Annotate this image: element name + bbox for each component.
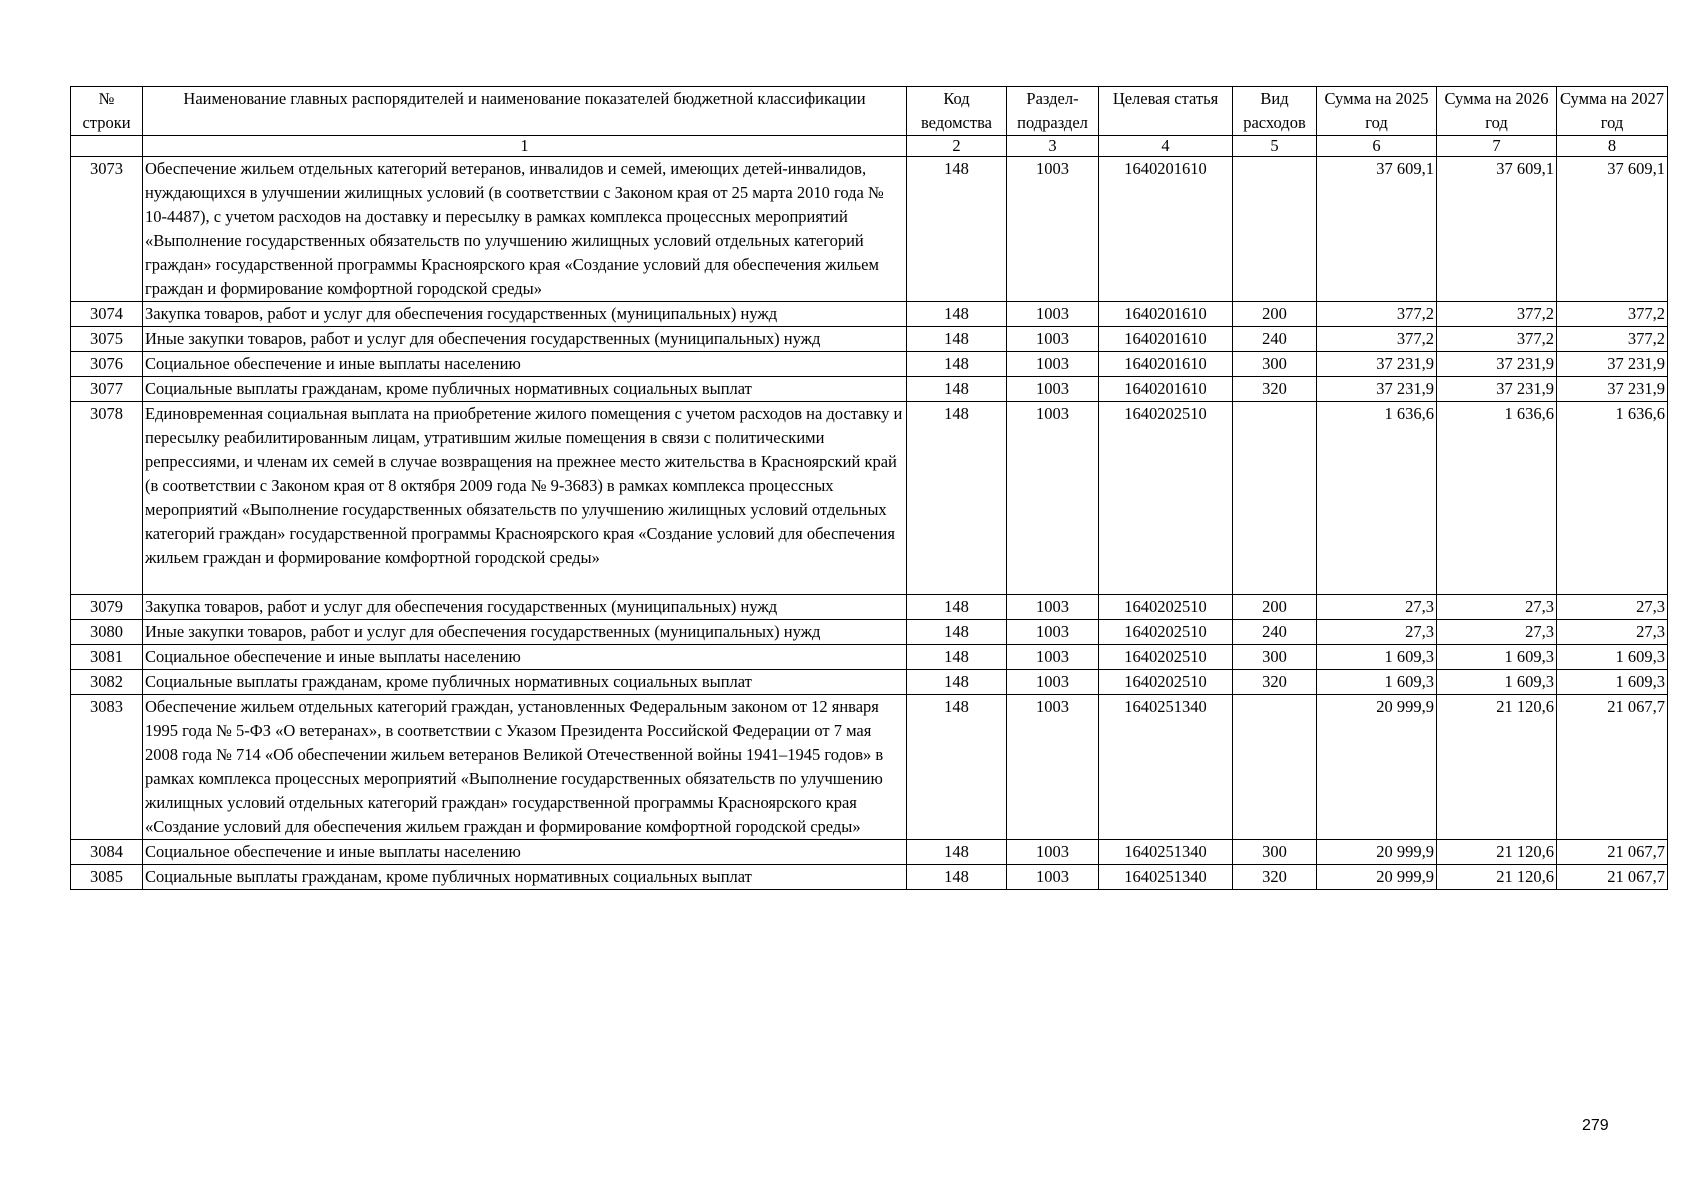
amount-2026-cell: 37 231,9 <box>1437 352 1557 377</box>
department-code-cell: 148 <box>907 840 1007 865</box>
row-name-cell: Единовременная социальная выплата на приобретение жилого помещения с учетом расходов на доставку и пересылку реабилитированным лицам, утратившим жилые помещения в связи с политическими репрессиями, и членам их семей в случае возвращения на прежнее место жительства в Красноярский край (в соответствии с Законом края от 8 октября 2009 года № 9-3683) в рамках комплекса процессных мероприятий «Выполнение государственных обязательств по улучшению жилищных условий отдельных категорий граждан» государственной программы Красноярского края «Создание условий для обеспечения жильем граждан и формирование комфортной городской среды» <box>143 402 907 595</box>
header-cell: Раздел-подраздел <box>1007 87 1099 136</box>
amount-2025-cell: 20 999,9 <box>1317 695 1437 840</box>
expense-type-cell <box>1233 157 1317 302</box>
section-cell: 1003 <box>1007 695 1099 840</box>
department-code-cell: 148 <box>907 620 1007 645</box>
section-cell: 1003 <box>1007 595 1099 620</box>
section-cell: 1003 <box>1007 402 1099 595</box>
table-row <box>71 645 1668 670</box>
column-number: 2 <box>907 136 1007 157</box>
row-number-cell: 3082 <box>71 670 143 695</box>
column-number: 1 <box>143 136 907 157</box>
amount-2025-cell: 377,2 <box>1317 302 1437 327</box>
table-row <box>71 620 1668 645</box>
amount-2026-cell: 1 609,3 <box>1437 645 1557 670</box>
amount-2025-cell: 27,3 <box>1317 595 1437 620</box>
header-cell: Наименование главных распорядителей и наименование показателей бюджетной классификации <box>143 87 907 136</box>
amount-2026-cell: 37 231,9 <box>1437 377 1557 402</box>
expense-type-cell: 320 <box>1233 377 1317 402</box>
row-number-cell: 3085 <box>71 865 143 890</box>
section-cell: 1003 <box>1007 377 1099 402</box>
table-row <box>71 302 1668 327</box>
amount-2027-cell: 21 067,7 <box>1557 695 1668 840</box>
amount-2025-cell: 20 999,9 <box>1317 865 1437 890</box>
department-code-cell: 148 <box>907 402 1007 595</box>
target-item-cell: 1640201610 <box>1099 377 1233 402</box>
row-name-cell: Социальное обеспечение и иные выплаты населению <box>143 840 907 865</box>
amount-2027-cell: 1 636,6 <box>1557 402 1668 595</box>
row-name-cell: Социальные выплаты гражданам, кроме публичных нормативных социальных выплат <box>143 377 907 402</box>
amount-2027-cell: 27,3 <box>1557 595 1668 620</box>
table-row <box>71 595 1668 620</box>
expense-type-cell: 240 <box>1233 327 1317 352</box>
department-code-cell: 148 <box>907 327 1007 352</box>
amount-2027-cell: 21 067,7 <box>1557 865 1668 890</box>
header-row <box>71 87 1668 136</box>
section-cell: 1003 <box>1007 865 1099 890</box>
expense-type-cell: 320 <box>1233 670 1317 695</box>
target-item-cell: 1640201610 <box>1099 302 1233 327</box>
amount-2027-cell: 27,3 <box>1557 620 1668 645</box>
row-number-cell: 3081 <box>71 645 143 670</box>
section-cell: 1003 <box>1007 352 1099 377</box>
table-row <box>71 377 1668 402</box>
row-number-cell: 3075 <box>71 327 143 352</box>
column-number: 5 <box>1233 136 1317 157</box>
row-number-cell: 3084 <box>71 840 143 865</box>
target-item-cell: 1640202510 <box>1099 645 1233 670</box>
column-number: 4 <box>1099 136 1233 157</box>
row-number-cell: 3080 <box>71 620 143 645</box>
expense-type-cell <box>1233 695 1317 840</box>
row-number-cell: 3078 <box>71 402 143 595</box>
amount-2025-cell: 37 609,1 <box>1317 157 1437 302</box>
header-cell: Сумма на 2025 год <box>1317 87 1437 136</box>
row-name-cell: Социальное обеспечение и иные выплаты населению <box>143 645 907 670</box>
section-cell: 1003 <box>1007 327 1099 352</box>
row-name-cell: Социальное обеспечение и иные выплаты населению <box>143 352 907 377</box>
department-code-cell: 148 <box>907 377 1007 402</box>
section-cell: 1003 <box>1007 840 1099 865</box>
amount-2026-cell: 1 609,3 <box>1437 670 1557 695</box>
amount-2027-cell: 377,2 <box>1557 327 1668 352</box>
table-row <box>71 670 1668 695</box>
budget-table <box>70 86 1668 890</box>
table-row <box>71 695 1668 840</box>
column-number: 3 <box>1007 136 1099 157</box>
table-row <box>71 402 1668 595</box>
amount-2025-cell: 20 999,9 <box>1317 840 1437 865</box>
expense-type-cell: 240 <box>1233 620 1317 645</box>
table-row <box>71 840 1668 865</box>
amount-2025-cell: 1 609,3 <box>1317 645 1437 670</box>
expense-type-cell <box>1233 402 1317 595</box>
section-cell: 1003 <box>1007 645 1099 670</box>
row-name-cell: Иные закупки товаров, работ и услуг для обеспечения государственных (муниципальных) нужд <box>143 620 907 645</box>
amount-2026-cell: 377,2 <box>1437 327 1557 352</box>
section-cell: 1003 <box>1007 670 1099 695</box>
amount-2027-cell: 37 231,9 <box>1557 352 1668 377</box>
amount-2026-cell: 1 636,6 <box>1437 402 1557 595</box>
header-cell: Вид расходов <box>1233 87 1317 136</box>
row-name-cell: Социальные выплаты гражданам, кроме публичных нормативных социальных выплат <box>143 670 907 695</box>
amount-2026-cell: 37 609,1 <box>1437 157 1557 302</box>
row-number-cell: 3077 <box>71 377 143 402</box>
amount-2025-cell: 1 609,3 <box>1317 670 1437 695</box>
amount-2025-cell: 27,3 <box>1317 620 1437 645</box>
target-item-cell: 1640251340 <box>1099 840 1233 865</box>
amount-2026-cell: 377,2 <box>1437 302 1557 327</box>
department-code-cell: 148 <box>907 595 1007 620</box>
target-item-cell: 1640201610 <box>1099 352 1233 377</box>
amount-2026-cell: 27,3 <box>1437 595 1557 620</box>
row-number-cell: 3079 <box>71 595 143 620</box>
table-row <box>71 327 1668 352</box>
target-item-cell: 1640251340 <box>1099 695 1233 840</box>
expense-type-cell: 300 <box>1233 352 1317 377</box>
department-code-cell: 148 <box>907 865 1007 890</box>
row-name-cell: Иные закупки товаров, работ и услуг для обеспечения государственных (муниципальных) нужд <box>143 327 907 352</box>
header-cell: № строки <box>71 87 143 136</box>
header-cell: Код ведомства <box>907 87 1007 136</box>
row-name-cell: Социальные выплаты гражданам, кроме публичных нормативных социальных выплат <box>143 865 907 890</box>
amount-2027-cell: 1 609,3 <box>1557 645 1668 670</box>
section-cell: 1003 <box>1007 302 1099 327</box>
amount-2025-cell: 37 231,9 <box>1317 377 1437 402</box>
table-body <box>71 157 1668 890</box>
amount-2025-cell: 377,2 <box>1317 327 1437 352</box>
header-cell: Сумма на 2027 год <box>1557 87 1668 136</box>
department-code-cell: 148 <box>907 302 1007 327</box>
header-cell: Сумма на 2026 год <box>1437 87 1557 136</box>
target-item-cell: 1640201610 <box>1099 327 1233 352</box>
amount-2025-cell: 37 231,9 <box>1317 352 1437 377</box>
amount-2026-cell: 21 120,6 <box>1437 865 1557 890</box>
row-name-cell: Закупка товаров, работ и услуг для обеспечения государственных (муниципальных) нужд <box>143 302 907 327</box>
column-number <box>71 136 143 157</box>
column-number-row <box>71 136 1668 157</box>
target-item-cell: 1640251340 <box>1099 865 1233 890</box>
row-number-cell: 3076 <box>71 352 143 377</box>
column-number: 7 <box>1437 136 1557 157</box>
row-number-cell: 3074 <box>71 302 143 327</box>
amount-2027-cell: 377,2 <box>1557 302 1668 327</box>
expense-type-cell: 200 <box>1233 595 1317 620</box>
department-code-cell: 148 <box>907 157 1007 302</box>
target-item-cell: 1640202510 <box>1099 595 1233 620</box>
amount-2026-cell: 21 120,6 <box>1437 695 1557 840</box>
table-row <box>71 865 1668 890</box>
row-number-cell: 3073 <box>71 157 143 302</box>
header-cell: Целевая статья <box>1099 87 1233 136</box>
department-code-cell: 148 <box>907 670 1007 695</box>
row-name-cell: Обеспечение жильем отдельных категорий ветеранов, инвалидов и семей, имеющих детей-инвалидов, нуждающихся в улучшении жилищных условий (в соответствии с Законом края от 25 марта 2010 года № 10-4487), с учетом расходов на доставку и пересылку в рамках комплекса процессных мероприятий «Выполнение государственных обязательств по улучшению жилищных условий отдельных категорий граждан» государственной программы Красноярского края «Создание условий для обеспечения жильем граждан и формирование комфортной городской среды» <box>143 157 907 302</box>
amount-2027-cell: 37 231,9 <box>1557 377 1668 402</box>
expense-type-cell: 300 <box>1233 840 1317 865</box>
department-code-cell: 148 <box>907 352 1007 377</box>
expense-type-cell: 320 <box>1233 865 1317 890</box>
table-row <box>71 352 1668 377</box>
amount-2026-cell: 21 120,6 <box>1437 840 1557 865</box>
amount-2027-cell: 37 609,1 <box>1557 157 1668 302</box>
section-cell: 1003 <box>1007 620 1099 645</box>
row-name-cell: Закупка товаров, работ и услуг для обеспечения государственных (муниципальных) нужд <box>143 595 907 620</box>
amount-2027-cell: 21 067,7 <box>1557 840 1668 865</box>
amount-2025-cell: 1 636,6 <box>1317 402 1437 595</box>
department-code-cell: 148 <box>907 645 1007 670</box>
page-number: 279 <box>1582 1117 1609 1134</box>
target-item-cell: 1640202510 <box>1099 402 1233 595</box>
department-code-cell: 148 <box>907 695 1007 840</box>
section-cell: 1003 <box>1007 157 1099 302</box>
amount-2026-cell: 27,3 <box>1437 620 1557 645</box>
expense-type-cell: 300 <box>1233 645 1317 670</box>
target-item-cell: 1640202510 <box>1099 620 1233 645</box>
row-number-cell: 3083 <box>71 695 143 840</box>
amount-2027-cell: 1 609,3 <box>1557 670 1668 695</box>
row-name-cell: Обеспечение жильем отдельных категорий граждан, установленных Федеральным законом от 12 января 1995 года № 5-ФЗ «О ветеранах», в соответствии с Указом Президента Российской Федерации от 7 мая 2008 года № 714 «Об обеспечении жильем ветеранов Великой Отечественной войны 1941–1945 годов» в рамках комплекса процессных мероприятий «Выполнение государственных обязательств по улучшению жилищных условий отдельных категорий граждан» государственной программы Красноярского края «Создание условий для обеспечения жильем граждан и формирование комфортной городской среды» <box>143 695 907 840</box>
table-row <box>71 157 1668 302</box>
expense-type-cell: 200 <box>1233 302 1317 327</box>
target-item-cell: 1640201610 <box>1099 157 1233 302</box>
column-number: 6 <box>1317 136 1437 157</box>
target-item-cell: 1640202510 <box>1099 670 1233 695</box>
column-number: 8 <box>1557 136 1668 157</box>
